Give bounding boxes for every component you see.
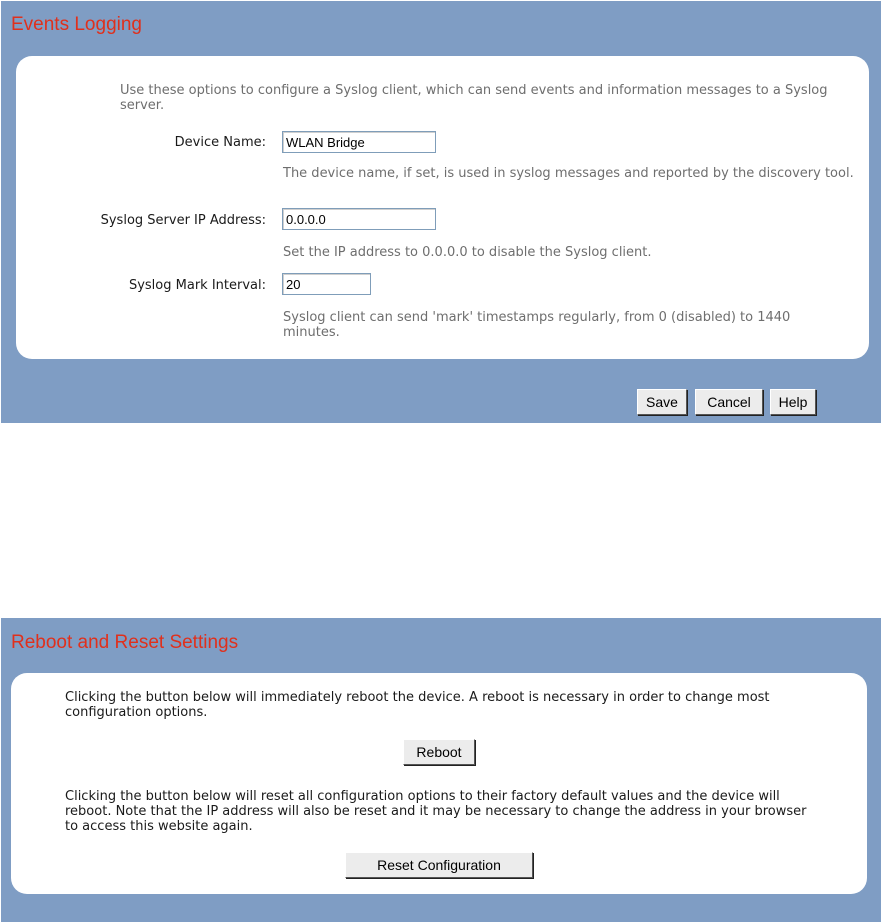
mark-interval-hint: Syslog client can send 'mark' timestamps regularly, from 0 (disabled) to 1440 minutes. [283, 310, 791, 340]
device-name-label: Device Name: [174, 135, 266, 150]
reset-configuration-button[interactable]: Reset Configuration [345, 852, 533, 878]
syslog-server-hint: Set the IP address to 0.0.0.0 to disable the Syslog client. [283, 245, 652, 260]
help-button[interactable]: Help [770, 389, 816, 415]
reboot-reset-title: Reboot and Reset Settings [11, 632, 239, 653]
cancel-button[interactable]: Cancel [695, 389, 763, 415]
mark-interval-label: Syslog Mark Interval: [128, 278, 266, 293]
events-logging-panel [1, 1, 881, 423]
syslog-intro-text: Use these options to configure a Syslog client, which can send events and information messages to a Syslog server. [120, 83, 828, 113]
device-name-input[interactable] [282, 131, 436, 153]
device-name-hint: The device name, if set, is used in syslog messages and reported by the discovery tool. [283, 166, 854, 181]
events-logging-card [16, 56, 869, 359]
reboot-button[interactable]: Reboot [403, 739, 475, 765]
reboot-reset-panel [1, 618, 881, 922]
reset-description: Clicking the button below will reset all configuration options to their factory default values and the device will reboot. Note that the IP address will also be reset and it may be necessary to change the address in your browser to access this website again. [65, 789, 807, 834]
mark-interval-input[interactable] [282, 273, 371, 295]
events-logging-title: Events Logging [11, 14, 142, 35]
reboot-description: Clicking the button below will immediately reboot the device. A reboot is necessary in order to change most configuration options. [65, 690, 770, 720]
syslog-server-ip-input[interactable] [282, 208, 436, 230]
reboot-reset-card [11, 673, 867, 894]
save-button[interactable]: Save [637, 389, 687, 415]
syslog-server-label: Syslog Server IP Address: [100, 213, 266, 228]
